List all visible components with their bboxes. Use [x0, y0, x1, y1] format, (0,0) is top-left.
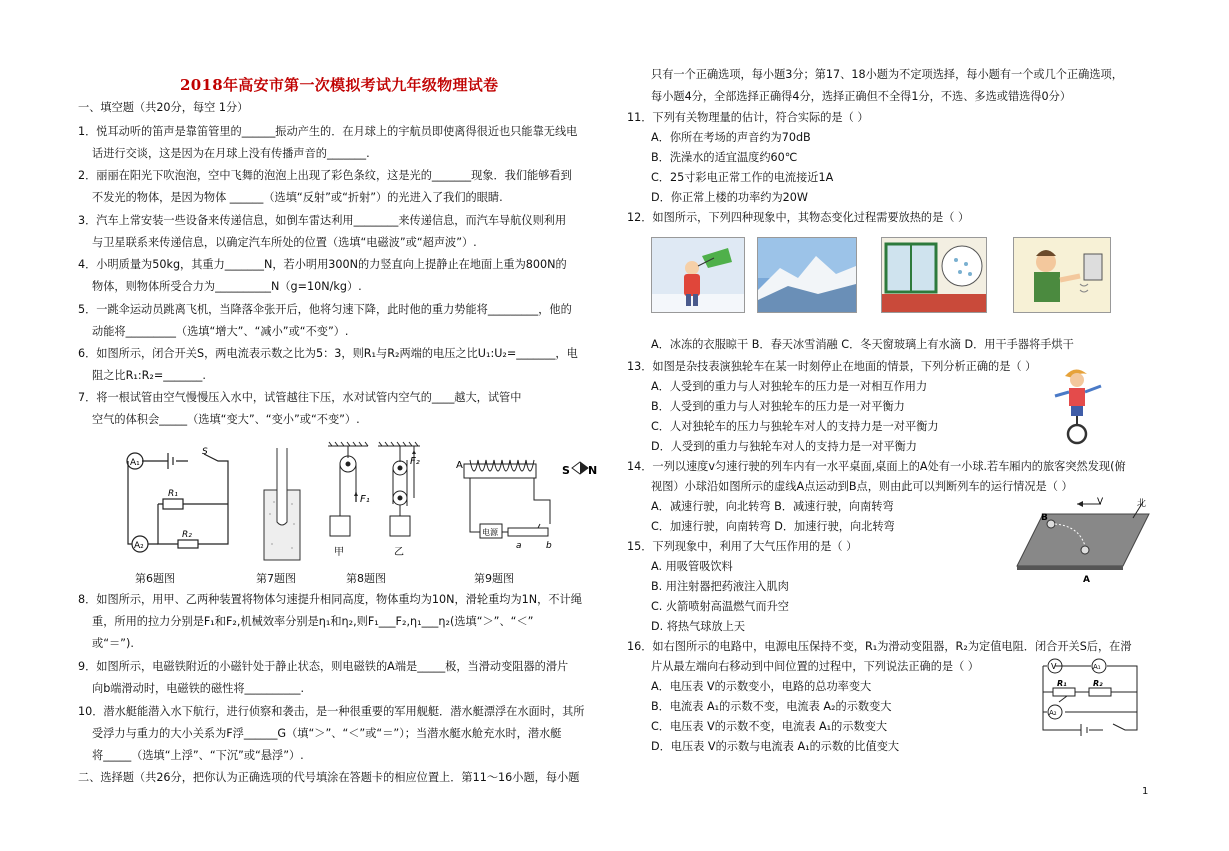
- q9-line2: 向b端滑动时，电磁铁的磁性将__________.: [92, 682, 305, 695]
- q5-line2: 动能将_________（选填“增大”、“减小”或“不变”）.: [92, 325, 349, 338]
- fig8-f2-label: F₂: [410, 456, 420, 467]
- fig6-a2-label: A₂: [134, 541, 144, 551]
- q12-options: A．冰冻的衣服晾干 B．春天冰雪消融 C．冬天窗玻璃上有水滴 D．用干手器将手烘干: [651, 338, 1074, 351]
- q13-option-a: A．人受到的重力与人对独轮车的压力是一对相互作用力: [651, 380, 928, 393]
- q14-a-label: A: [1083, 575, 1090, 585]
- section-choice-cont2: 每小题4分，全部选择正确得4分，选择正确但不全得1分，不选、多选或错选得0分）: [651, 90, 1072, 103]
- q11-option-c: C．25寸彩电正常工作的电流接近1A: [651, 171, 834, 184]
- fig9-power-label: 电源: [482, 528, 498, 537]
- q4-line2: 物体，则物体所受合力为__________N（g=10N/kg）.: [92, 280, 362, 293]
- q2-line1: 2．丽丽在阳光下吹泡泡，空中飞舞的泡泡上出现了彩色条纹，这是光的_______现象．我们能够看到: [78, 169, 572, 182]
- fig9-caption: 第9题图: [474, 572, 514, 585]
- q12-picture-hand-dryer: [1013, 237, 1111, 313]
- q16-r1-label: R₁: [1057, 679, 1067, 688]
- fig9-a-label: A: [456, 460, 463, 471]
- figure-8-pulleys: [324, 440, 424, 564]
- fig8-f1-label: F₁: [360, 494, 370, 505]
- fig6-s-label: S: [202, 447, 208, 457]
- section-choice-cont1: 只有一个正确选项，每小题3分；第17、18小题为不定项选择，每小题有一个或几个正确选项，: [651, 68, 1123, 81]
- q12-picture-frozen-clothes: [651, 237, 745, 313]
- fig8-caption: 第8题图: [346, 572, 386, 585]
- q14-line1: 14．一列以速度v匀速行驶的列车内有一水平桌面,桌面上的A处有一小球.若车厢内的旅客突然发现(俯: [627, 460, 1126, 473]
- q13-option-d: D．人受到的重力与独轮车对人的支持力是一对平衡力: [651, 440, 917, 453]
- figure-6-circuit: [118, 444, 238, 564]
- q16-a2-label: A₂: [1049, 709, 1057, 717]
- q14-b-label: B: [1041, 513, 1048, 523]
- q4-line1: 4．小明质量为50kg，其重力_______N，若小明用300N的力竖直向上提静止在地面上重为800N的: [78, 258, 567, 271]
- fig8-jia-label: 甲: [334, 547, 344, 558]
- q14-north-label: 北: [1137, 499, 1147, 509]
- q14-line2: 视图）小球沿如图所示的虚线A点运动到B点，则由此可以判断列车的运行情况是（ ）: [651, 480, 1073, 493]
- q5-line1: 5．一跳伞运动员跳离飞机，当降落伞张开后，他将匀速下降，此时他的重力势能将_________，他的: [78, 303, 572, 316]
- fig9-s-label: S: [562, 464, 570, 477]
- q13-stem: 13．如图是杂技表演独轮车在某一时刻停止在地面的情景，下列分析正确的是（ ）: [627, 360, 1037, 373]
- q14-options-cd: C．加速行驶，向南转弯 D．加速行驶，向北转弯: [651, 520, 895, 533]
- q12-stem: 12．如图所示，下列四种现象中，其物态变化过程需要放热的是（ ）: [627, 211, 970, 224]
- q12-picture-window-droplets: [881, 237, 987, 313]
- q16-a1-label: A₁: [1093, 663, 1101, 671]
- q11-stem: 11．下列有关物理量的估计，符合实际的是（ ）: [627, 111, 869, 124]
- q10-line1: 10．潜水艇能潜入水下航行，进行侦察和袭击，是一种很重要的军用舰艇．潜水艇漂浮在水面时，其所: [78, 705, 585, 718]
- page-title: 2018年高安市第一次模拟考试九年级物理试卷: [180, 76, 499, 94]
- q1-line1: 1．悦耳动听的笛声是靠笛管里的______振动产生的．在月球上的宇航员即使离得很近也只能靠无线电: [78, 125, 578, 138]
- fig8-yi-label: 乙: [394, 547, 404, 558]
- q10-line3: 将_____（选填“上浮”、“下沉”或“悬浮”）.: [92, 749, 304, 762]
- q3-line2: 与卫星联系来传递信息，以确定汽车所处的位置（选填“电磁波”或“超声波”）.: [92, 236, 477, 249]
- q15-option-c: C. 火箭喷射高温燃气而升空: [651, 600, 789, 613]
- figure-9-electromagnet: [450, 452, 600, 552]
- q11-option-b: B．洗澡水的适宜温度约60℃: [651, 151, 798, 164]
- q14-v-label: V: [1097, 497, 1104, 507]
- q8-line3: 或“＝”).: [92, 637, 134, 650]
- q8-line2: 重，所用的拉力分别是F₁和F₂,机械效率分别是η₁和η₂,则F₁___F₂,η₁___η₂(选填“＞”、“＜”: [92, 615, 534, 628]
- q7-line1: 7．将一根试管由空气慢慢压入水中，试管越往下压，水对试管内空气的____越大，试管中: [78, 391, 522, 404]
- q16-line1: 16．如右图所示的电路中，电源电压保持不变，R₁为滑动变阻器，R₂为定值电阻．闭合开关S后，在滑: [627, 640, 1132, 653]
- q13-unicycle-figure: [1051, 366, 1107, 446]
- fig9-ra-label: a: [516, 541, 522, 551]
- q15-option-a: A. 用吸管吸饮料: [651, 560, 733, 573]
- fig9-rb-label: b: [546, 541, 552, 551]
- q13-option-b: B．人受到的重力与人对独轮车的压力是一对平衡力: [651, 400, 905, 413]
- q16-v-label: V: [1051, 662, 1057, 671]
- q14-table-figure: [1013, 494, 1153, 586]
- q1-line2: 话进行交谈，这是因为在月球上没有传播声音的_______.: [92, 147, 370, 160]
- q16-r2-label: R₂: [1093, 679, 1103, 688]
- q13-option-c: C．人对独轮车的压力与独轮车对人的支持力是一对平衡力: [651, 420, 939, 433]
- fig6-r1-label: R₁: [168, 489, 178, 499]
- q11-option-d: D．你正常上楼的功率约为20W: [651, 191, 808, 204]
- q11-option-a: A．你所在考场的声音约为70dB: [651, 131, 811, 144]
- fig6-caption: 第6题图: [135, 572, 175, 585]
- q16-line2: 片从最左端向右移动到中间位置的过程中，下列说法正确的是（ ）: [651, 660, 979, 673]
- q9-line1: 9．如图所示，电磁铁附近的小磁针处于静止状态，则电磁铁的A端是_____极，当滑动变阻器的滑片: [78, 660, 569, 673]
- section-fill-blank: 一、填空题（共20分，每空 1分）: [78, 101, 249, 114]
- q16-option-c: C．电压表 V的示数不变，电流表 A₁的示数变大: [651, 720, 888, 733]
- q15-option-d: D. 将热气球放上天: [651, 620, 746, 633]
- section-choice: 二、选择题（共26分，把你认为正确选项的代号填涂在答题卡的相应位置上．第11～16小题，每小题: [78, 771, 580, 784]
- q12-picture-snow-mountain: [757, 237, 857, 313]
- q16-option-d: D．电压表 V的示数与电流表 A₁的示数的比值变大: [651, 740, 900, 753]
- fig9-n-label: N: [588, 464, 598, 477]
- q15-option-b: B. 用注射器把药液注入肌肉: [651, 580, 789, 593]
- q6-line1: 6．如图所示，闭合开关S，两电流表示数之比为5：3，则R₁与R₂两端的电压之比U₁:U₂=_______，电: [78, 347, 578, 360]
- q10-line2: 受浮力与重力的大小关系为F浮______G（填“＞”、“＜”或“＝”）；当潜水艇水舱充水时，潜水艇: [92, 727, 562, 740]
- q8-line1: 8．如图所示，用甲、乙两种装置将物体匀速提升相同高度，物体重均为10N，滑轮重均为1N，不计绳: [78, 593, 582, 606]
- q16-circuit-figure: [1033, 656, 1153, 740]
- q7-line2: 空气的体积会_____（选填“变大”、“变小”或“不变”）.: [92, 413, 360, 426]
- q16-option-a: A．电压表 V的示数变小，电路的总功率变大: [651, 680, 872, 693]
- q2-line2: 不发光的物体，是因为物体 ______（选填“反射”或“折射”）的光进入了我们的眼睛.: [92, 191, 503, 204]
- q6-line2: 阻之比R₁:R₂=_______.: [92, 369, 206, 382]
- fig6-r2-label: R₂: [182, 530, 192, 540]
- figure-7-test-tube: [262, 444, 306, 564]
- page-number: 1: [1142, 786, 1149, 797]
- fig6-a1-label: A₁: [130, 458, 140, 468]
- q3-line1: 3．汽车上常安装一些设备来传递信息，如倒车雷达利用________来传递信息，而汽车导航仪则利用: [78, 214, 567, 227]
- q16-option-b: B．电流表 A₁的示数不变，电流表 A₂的示数变大: [651, 700, 892, 713]
- q15-stem: 15．下列现象中，利用了大气压作用的是（ ）: [627, 540, 858, 553]
- q14-options-ab: A．减速行驶，向北转弯 B．减速行驶，向南转弯: [651, 500, 894, 513]
- fig7-caption: 第7题图: [256, 572, 296, 585]
